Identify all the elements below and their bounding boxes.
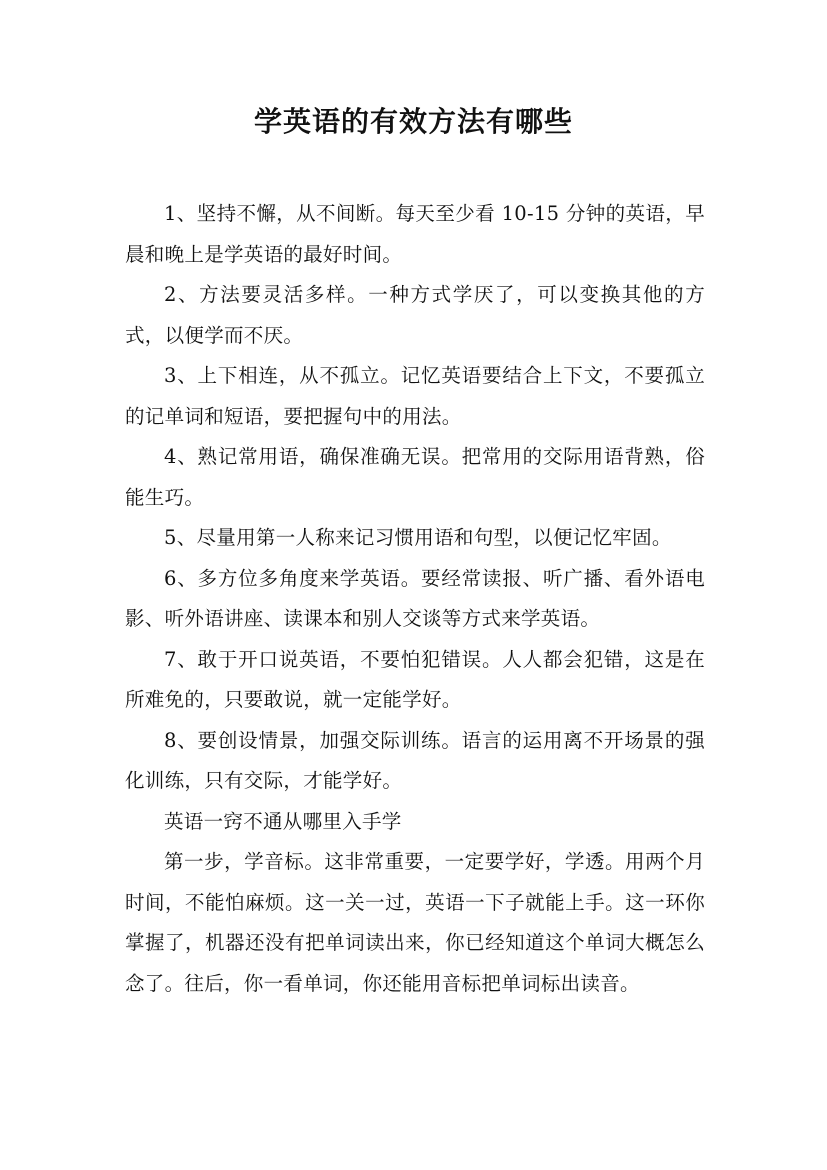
paragraph-2: 2、方法要灵活多样。一种方式学厌了，可以变换其他的方式，以便学而不厌。 (125, 283, 705, 347)
paragraph-1: 1、坚持不懈，从不间断。每天至少看 10-15 分钟的英语，早晨和晚上是学英语的最好时间。 (125, 202, 705, 266)
document-body (125, 194, 705, 1004)
paragraph-3: 3、上下相连，从不孤立。记忆英语要结合上下文，不要孤立的记单词和短语，要把握句中的用法。 (125, 364, 705, 428)
paragraph-4: 4、熟记常用语，确保准确无误。把常用的交际用语背熟，俗能生巧。 (125, 445, 705, 509)
document-title: 学英语的有效方法有哪些 (253, 105, 573, 138)
paragraph-7: 7、敢于开口说英语，不要怕犯错误。人人都会犯错，这是在所难免的，只要敢说，就一定能学好。 (125, 647, 705, 711)
section-subheading: 英语一窍不通从哪里入手学 (164, 809, 402, 833)
paragraph-6: 6、多方位多角度来学英语。要经常读报、听广播、看外语电影、听外语讲座、读课本和别人交谈等方式来学英语。 (125, 566, 705, 630)
paragraph-step-one: 第一步，学音标。这非常重要，一定要学好，学透。用两个月时间，不能怕麻烦。这一关一过，英语一下子就能上手。这一环你掌握了，机器还没有把单词读出来，你已经知道这个单词大概怎么念了。往后，你一看单词，你还能用音标把单词标出读音。 (125, 850, 705, 995)
paragraph-5: 5、尽量用第一人称来记习惯用语和句型，以便记忆牢固。 (164, 526, 672, 549)
paragraph-8: 8、要创设情景，加强交际训练。语言的运用离不开场景的强化训练，只有交际，才能学好。 (125, 728, 705, 792)
